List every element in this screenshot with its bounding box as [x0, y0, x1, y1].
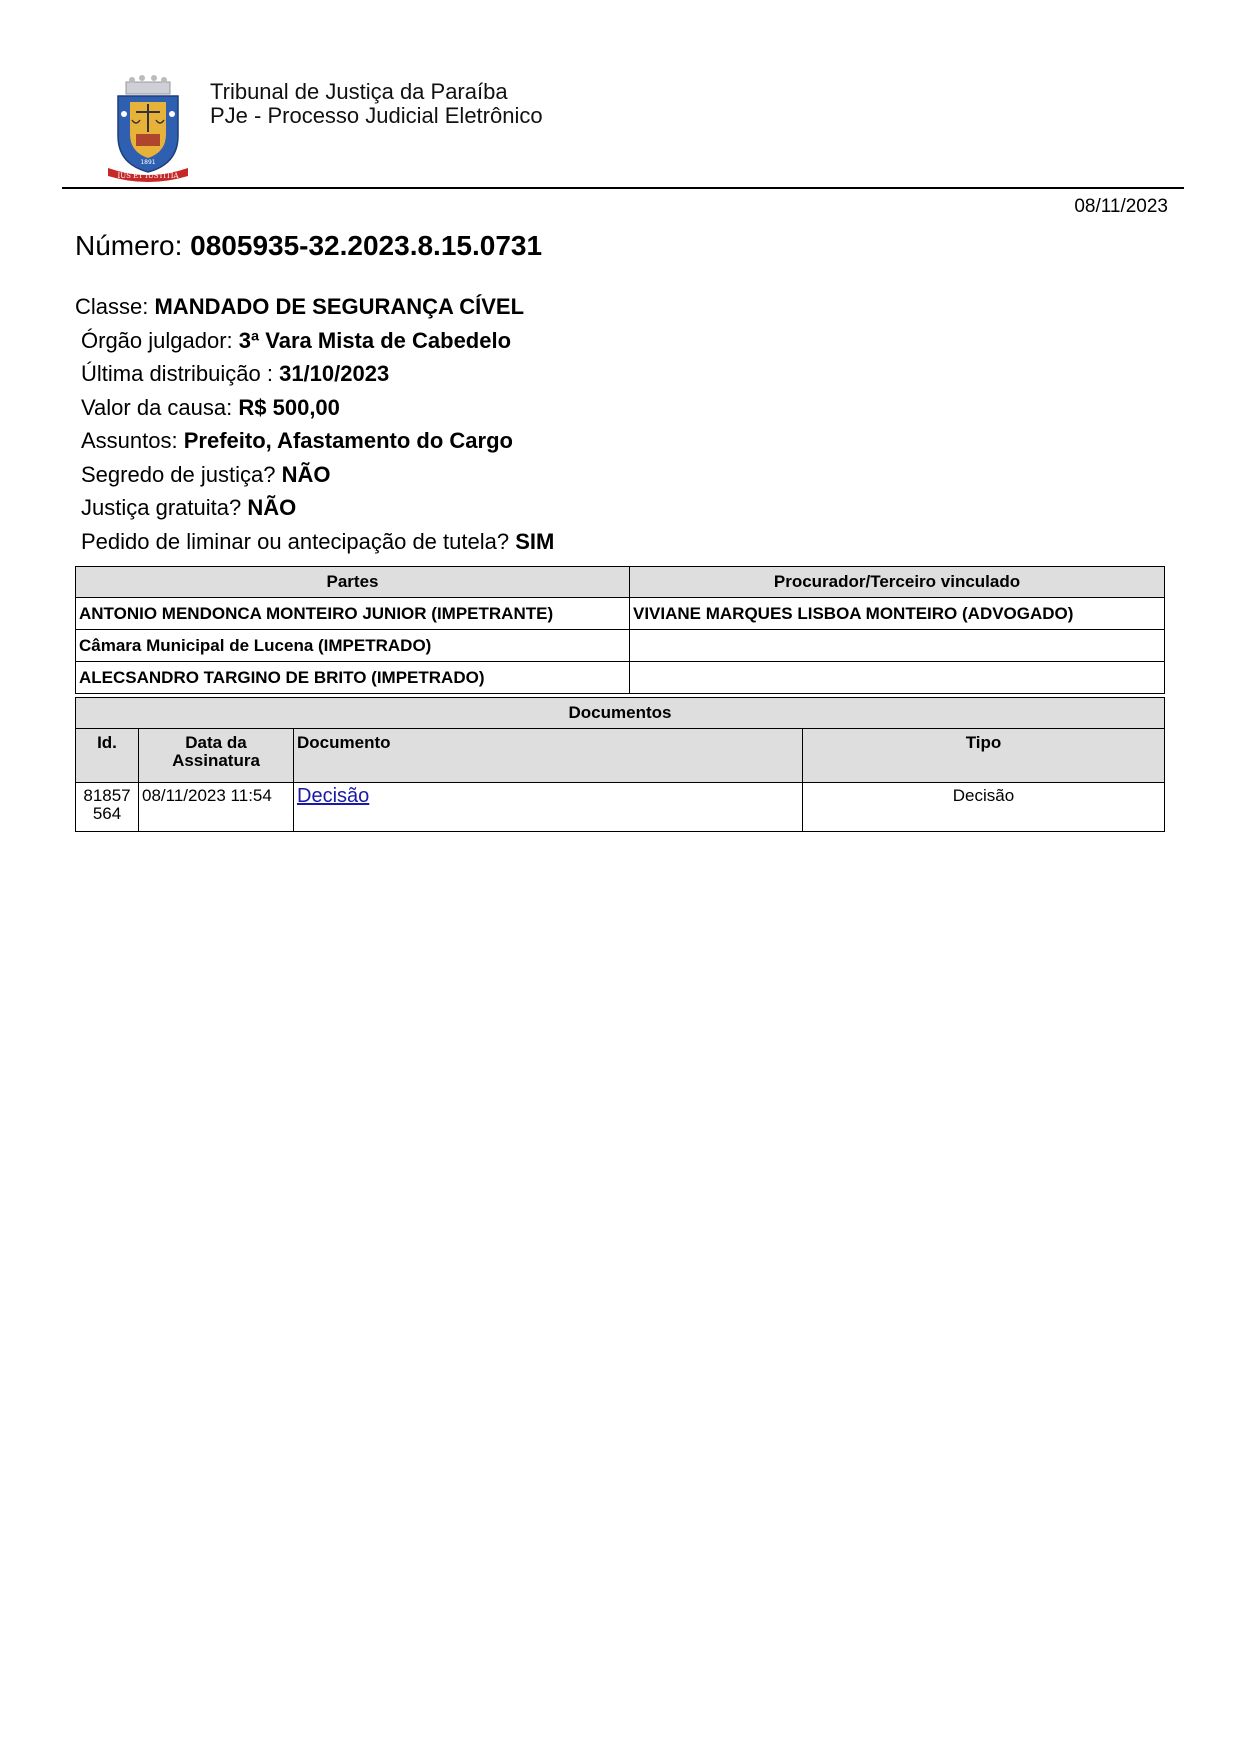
party-name: ALECSANDRO TARGINO DE BRITO (IMPETRADO)	[76, 662, 630, 694]
table-row	[76, 630, 1165, 662]
field-segredo-value: NÃO	[281, 461, 331, 487]
document-id	[76, 783, 139, 832]
attorney-name	[630, 630, 1165, 662]
field-classe-label: Classe:	[75, 294, 149, 319]
system-name: PJe - Processo Judicial Eletrônico	[210, 103, 543, 128]
document-type: Decisão	[803, 783, 1165, 832]
field-valor-label: Valor da causa:	[81, 394, 233, 420]
field-valor-value: R$ 500,00	[238, 394, 340, 420]
field-liminar	[75, 525, 554, 559]
attorney-name	[630, 662, 1165, 694]
field-assuntos	[75, 424, 554, 458]
col-id-header: Id.	[76, 729, 139, 783]
table-row	[76, 783, 1165, 832]
table-row	[76, 662, 1165, 694]
document-link[interactable]: Decisão	[297, 785, 370, 807]
field-gratuita-label: Justiça gratuita?	[81, 495, 242, 520]
parties-table	[75, 566, 1165, 694]
field-assuntos-label: Assuntos:	[81, 428, 178, 453]
field-orgao-value: 3ª Vara Mista de Cabedelo	[238, 327, 512, 353]
field-gratuita-value: NÃO	[247, 495, 297, 520]
party-name: Câmara Municipal de Lucena (IMPETRADO)	[76, 630, 630, 662]
documents-header-row	[76, 729, 1165, 783]
col-date-header: Data da Assinatura	[139, 729, 294, 783]
table-row	[76, 598, 1165, 630]
field-assuntos-value: Prefeito, Afastamento do Cargo	[183, 428, 513, 453]
process-fields	[75, 290, 554, 558]
parties-header: Partes	[76, 567, 630, 598]
party-name: ANTONIO MENDONCA MONTEIRO JUNIOR (IMPETRANTE)	[76, 598, 630, 630]
field-liminar-value: SIM	[515, 528, 555, 554]
field-gratuita	[75, 491, 554, 525]
attorney-name: VIVIANE MARQUES LISBOA MONTEIRO (ADVOGADO)	[630, 598, 1165, 630]
field-orgao-label: Órgão julgador:	[81, 327, 233, 353]
field-liminar-label: Pedido de liminar ou antecipação de tutela?	[81, 528, 510, 554]
field-classe-value: MANDADO DE SEGURANÇA CÍVEL	[154, 294, 525, 319]
field-segredo-label: Segredo de justiça?	[81, 461, 276, 487]
field-valor	[75, 391, 554, 425]
field-orgao	[75, 324, 554, 358]
col-type-header: Tipo	[803, 729, 1165, 783]
document-date: 08/11/2023	[1074, 196, 1168, 217]
process-number	[75, 230, 542, 262]
documents-title: Documentos	[76, 698, 1165, 729]
parties-header-row	[76, 567, 1165, 598]
document-id-part2: 564	[92, 804, 122, 823]
court-seal-logo	[102, 72, 194, 184]
court-identification	[210, 80, 543, 128]
document-cell	[294, 783, 803, 832]
court-name: Tribunal de Justiça da Paraíba	[210, 79, 508, 104]
process-number-value: 0805935-32.2023.8.15.0731	[190, 230, 543, 261]
col-document-header: Documento	[294, 729, 803, 783]
document-id-part1: 81857	[83, 786, 131, 805]
field-distribuicao-label: Última distribuição :	[81, 361, 273, 386]
field-distribuicao-value: 31/10/2023	[279, 361, 390, 386]
seal-motto: IUS ET IUSTITIA	[117, 172, 179, 180]
documents-table	[75, 697, 1165, 832]
field-classe	[75, 290, 554, 324]
process-number-label: Número:	[75, 230, 183, 261]
field-segredo	[75, 458, 554, 492]
documents-title-row	[76, 698, 1165, 729]
page-header	[62, 62, 1184, 189]
attorney-header: Procurador/Terceiro vinculado	[630, 567, 1165, 598]
seal-year: 1891	[140, 159, 156, 166]
field-distribuicao	[75, 357, 554, 391]
document-date-cell: 08/11/2023 11:54	[139, 783, 294, 832]
